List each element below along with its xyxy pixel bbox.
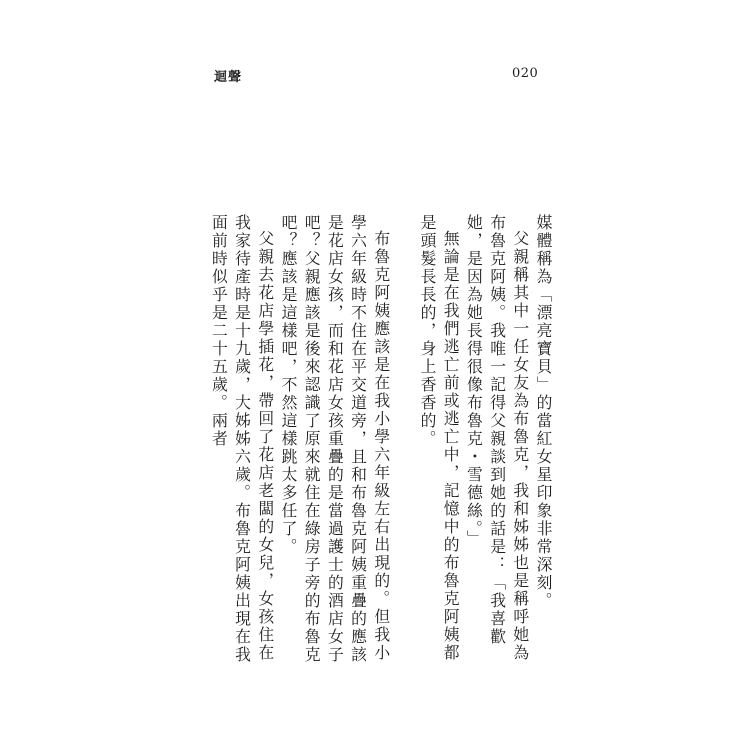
paragraph-5: 父親去花店學插花，帶回了花店老闆的女兒，女孩住在我家待產時是十九歲，大姊姊六歲。布魯克阿姨出現在我面前時似乎是二十五歲。兩者: [209, 214, 275, 664]
paragraph-3: 無論是在我們逃亡前或逃亡中，記憶中的布魯克阿姨都是頭髮長長的，身上香香的。: [417, 214, 461, 662]
paragraph-1: 媒體稱為「漂亮寶貝」的當紅女星印象非常深刻。: [534, 214, 553, 610]
page-number: 020: [512, 66, 539, 81]
paragraph-4: 布魯克阿姨應該是在我小學六年級左右出現的。但我小學六年級時不住在平交道旁，且和布魯克阿姨重疊的應該是花店女孩，而和花店女孩重疊的是當過護士的酒店女子吧？父親應該是後來認識了原來就住在綠房子旁的布魯克吧？應該是這樣吧，不然這樣跳太多任了。: [278, 214, 391, 664]
paragraph-2: 父親稱其中一任女友為布魯克，我和姊姊也是稱呼她為布魯克阿姨。我唯一記得父親談到她的話是：「我喜歡她，是因為她長得很像布魯克・雪德絲。」: [464, 214, 530, 662]
running-head-title: 迴聲: [214, 70, 243, 85]
body-text: [207, 214, 555, 664]
